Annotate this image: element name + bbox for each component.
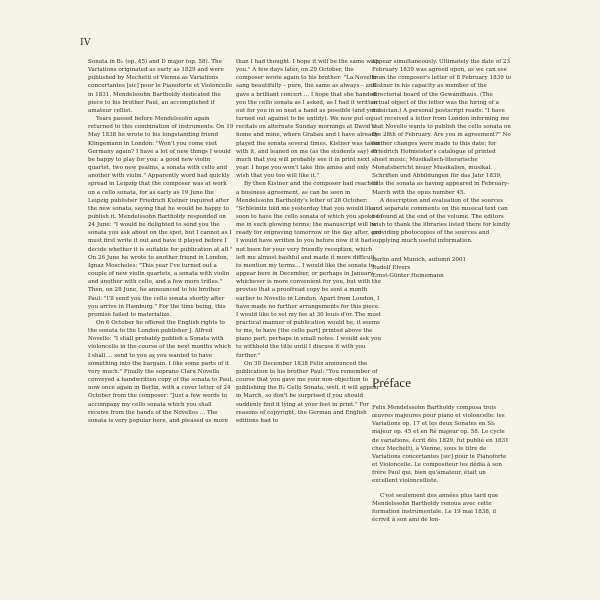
- paragraph: appear simultaneously. Ultimately the date of 23 February 1839 was agreed upon, as we can see from the composer's letter of 8 February 1839 to Kistner in his capacity as member of the directorial board of the Gewandhaus. (The actual object of the letter was the hiring of a musician.) A personal postscript reads: "I have just received a letter from London informing me that Novello wants to publish the cello sonata on the 28th of February. Are you in agreement?" No further changes were made to this date; for Friedrich Hofmeister's catalogue of printed sheet music, Musikalisch-literarische Monatsbericht neuer Musikalien, musikal. Schriften und Abbildungen für das Jahr 1839, lists the sonata as having appeared in February-March with the opus number 45.: [372, 59, 512, 196]
- text-column-2: [236, 58, 382, 425]
- preface-heading: Préface: [372, 375, 411, 390]
- text-column-french: [372, 404, 512, 524]
- signature-place-date: Berlin and Munich, autumn 2001: [372, 256, 467, 263]
- paragraph: C'est seulement des années plus tard que Mendelssohn Bartholdy renoua avec cette formation instrumentale. Le 19 mai 1838, il écrivit à son ami de lon-: [372, 492, 499, 524]
- text-column-1: [88, 58, 234, 425]
- signature-name: Ernst-Günter Heinemann: [372, 272, 444, 279]
- text-column-3: [372, 58, 512, 280]
- paragraph: Sonata in B♭ (op. 45) and D major (op. 58). The Variations originated as early as 1829 and were published by Mechetti of Vienna as Variations concertantes [sic] pour le Pianoforte et Violoncelle in 1831. Mendelssohn Bartholdy dedicated the piece to his brother Paul, an accomplished if amateur cellist.: [88, 59, 233, 114]
- page-number: IV: [80, 38, 92, 48]
- paragraph: On 6 October he offered the English rights to the sonata to the London publisher J. Alfred Novello: "I shall probably publish a Sonata with violoncello in the course of the next months which I shall ... send to you as you wanted to have something into the bargain. I like some parts of it very much." Finally the soprano Clara Novello conveyed a handwritten copy of the sonata to Paul, now once again in Berlin, with a cover letter of 24 October from the composer: "Just a few words to accompany my cello sonata which you shall receive from the hands of the Novellos ... The sonata is very popular here, and pleased us more: [88, 320, 234, 424]
- paragraph: A description and evaluation of the sources and separate comments on the musical text can be found at the end of the volume. The editors wish to thank the libraries listed there for kindly providing photocopies of the sources and supplying much useful information.: [372, 197, 511, 245]
- paragraph: Felix Mendelssohn Bartholdy composa trois œuvres majeures pour piano et violoncelle: les Variations op. 17 et les deux Sonates en Si♭ majeur op. 45 et en Ré majeur op. 58. Le cycle de variations, écrit dès 1829, fut publié en 1831 chez Mechetti, à Vienne, sous le titre de Variations concertantes [sic] pour le Pianoforte et Violoncelle. Le compositeur les dédia à son frère Paul qui, bien qu'amateur, était un excellent violoncelliste.: [372, 405, 509, 485]
- signature-block: [372, 256, 512, 280]
- signature-name: Rudolf Elvers: [372, 264, 411, 271]
- paragraph: By then Kistner and the composer had reached a business agreement, as can be seen in Mendelssohn Bartholdy's letter of 28 October: "Schleinitz told me yesterday that you would like soon to have the cello sonata of which you spoke to me in such glowing terms; the manuscript will be ready for engraving tomorrow or the day after, and I would have written to you before now if it had not been for your very friendly reception, which left me almost bashful and made it more difficult to mention my terms... I would like the sonata to appear here in December, or perhaps in January, whichever is more convenient for you, but with the proviso that a proofread copy be sent a month earlier to Novello in London. Apart from London, I have made no further arrangements for this piece. I would like to set my fee at 30 louis d'or. The most practical manner of publication would be, it seems to me, to have [the cello part] printed above the piano part, perhaps in small notes. I would ask you to withhold the title until I discuss it with you further.": [236, 181, 382, 359]
- paragraph: On 30 December 1838 Felix announced the publication to his brother Paul: "You remember of course that you gave me your non-objection to publishing the B♭ Cello Sonata, well, it will appear in March, so don't be surprised if you should suddenly find it lying at your feet in print." For reasons of copyright, the German and English editions had to: [236, 360, 380, 424]
- paragraph: than I had thought. I hope it will be the same with you." A few days later, on 29 October, the composer wrote again to his brother: "La Novello sang beautifully – pure, the same as always – and gave a brilliant concert ... I hope that she handed you the cello sonata as I asked, as I had it written out for you in so neat a hand as possible (and yet it turned out against to be untidy). We now put on recitals on alternate Sunday mornings at David's home and mine, where Grabau and I have already played the sonata several times. Kistner was taken with it, and leaned on me (as the students say) so much that you will probably see it in print next year. I hope you won't take this amiss and only wish that you too will like it.": [236, 59, 382, 180]
- paragraph: Years passed before Mendelssohn again returned to this combination of instruments. On 19 May 1838 he wrote to his longstanding friend Klingemann in London: "Won't you come visit Germany again? I have a lot of new things I would be happy to play for you: a good new violin quartet, two new psalms, a sonata with cello and another with violin." Apparently word had quickly spread in Leipzig that the composer was at work on a cello sonata, for as early as 19 June the Leipzig publisher Friedrich Kistner inquired after the new sonata, saying that he would be happy to publish it. Mendelssohn Bartholdy responded on 24 June: "I would be delighted to send you the sonata you ask about on the spot, but I cannot as I must first write it out and have it played before I decide whether it is suitable for publication at all." On 26 June he wrote to another friend in London, Ignaz Moscheles: "This year I've turned out a couple of new violin quartets, a sonata with violin and another with cello, and a few more trifles." Then, on 28 June, he announced to his brother Paul: "I'll send you the cello sonata shortly after you arrive in Hamburg." For the time being, this promise failed to materialize.: [88, 116, 234, 318]
